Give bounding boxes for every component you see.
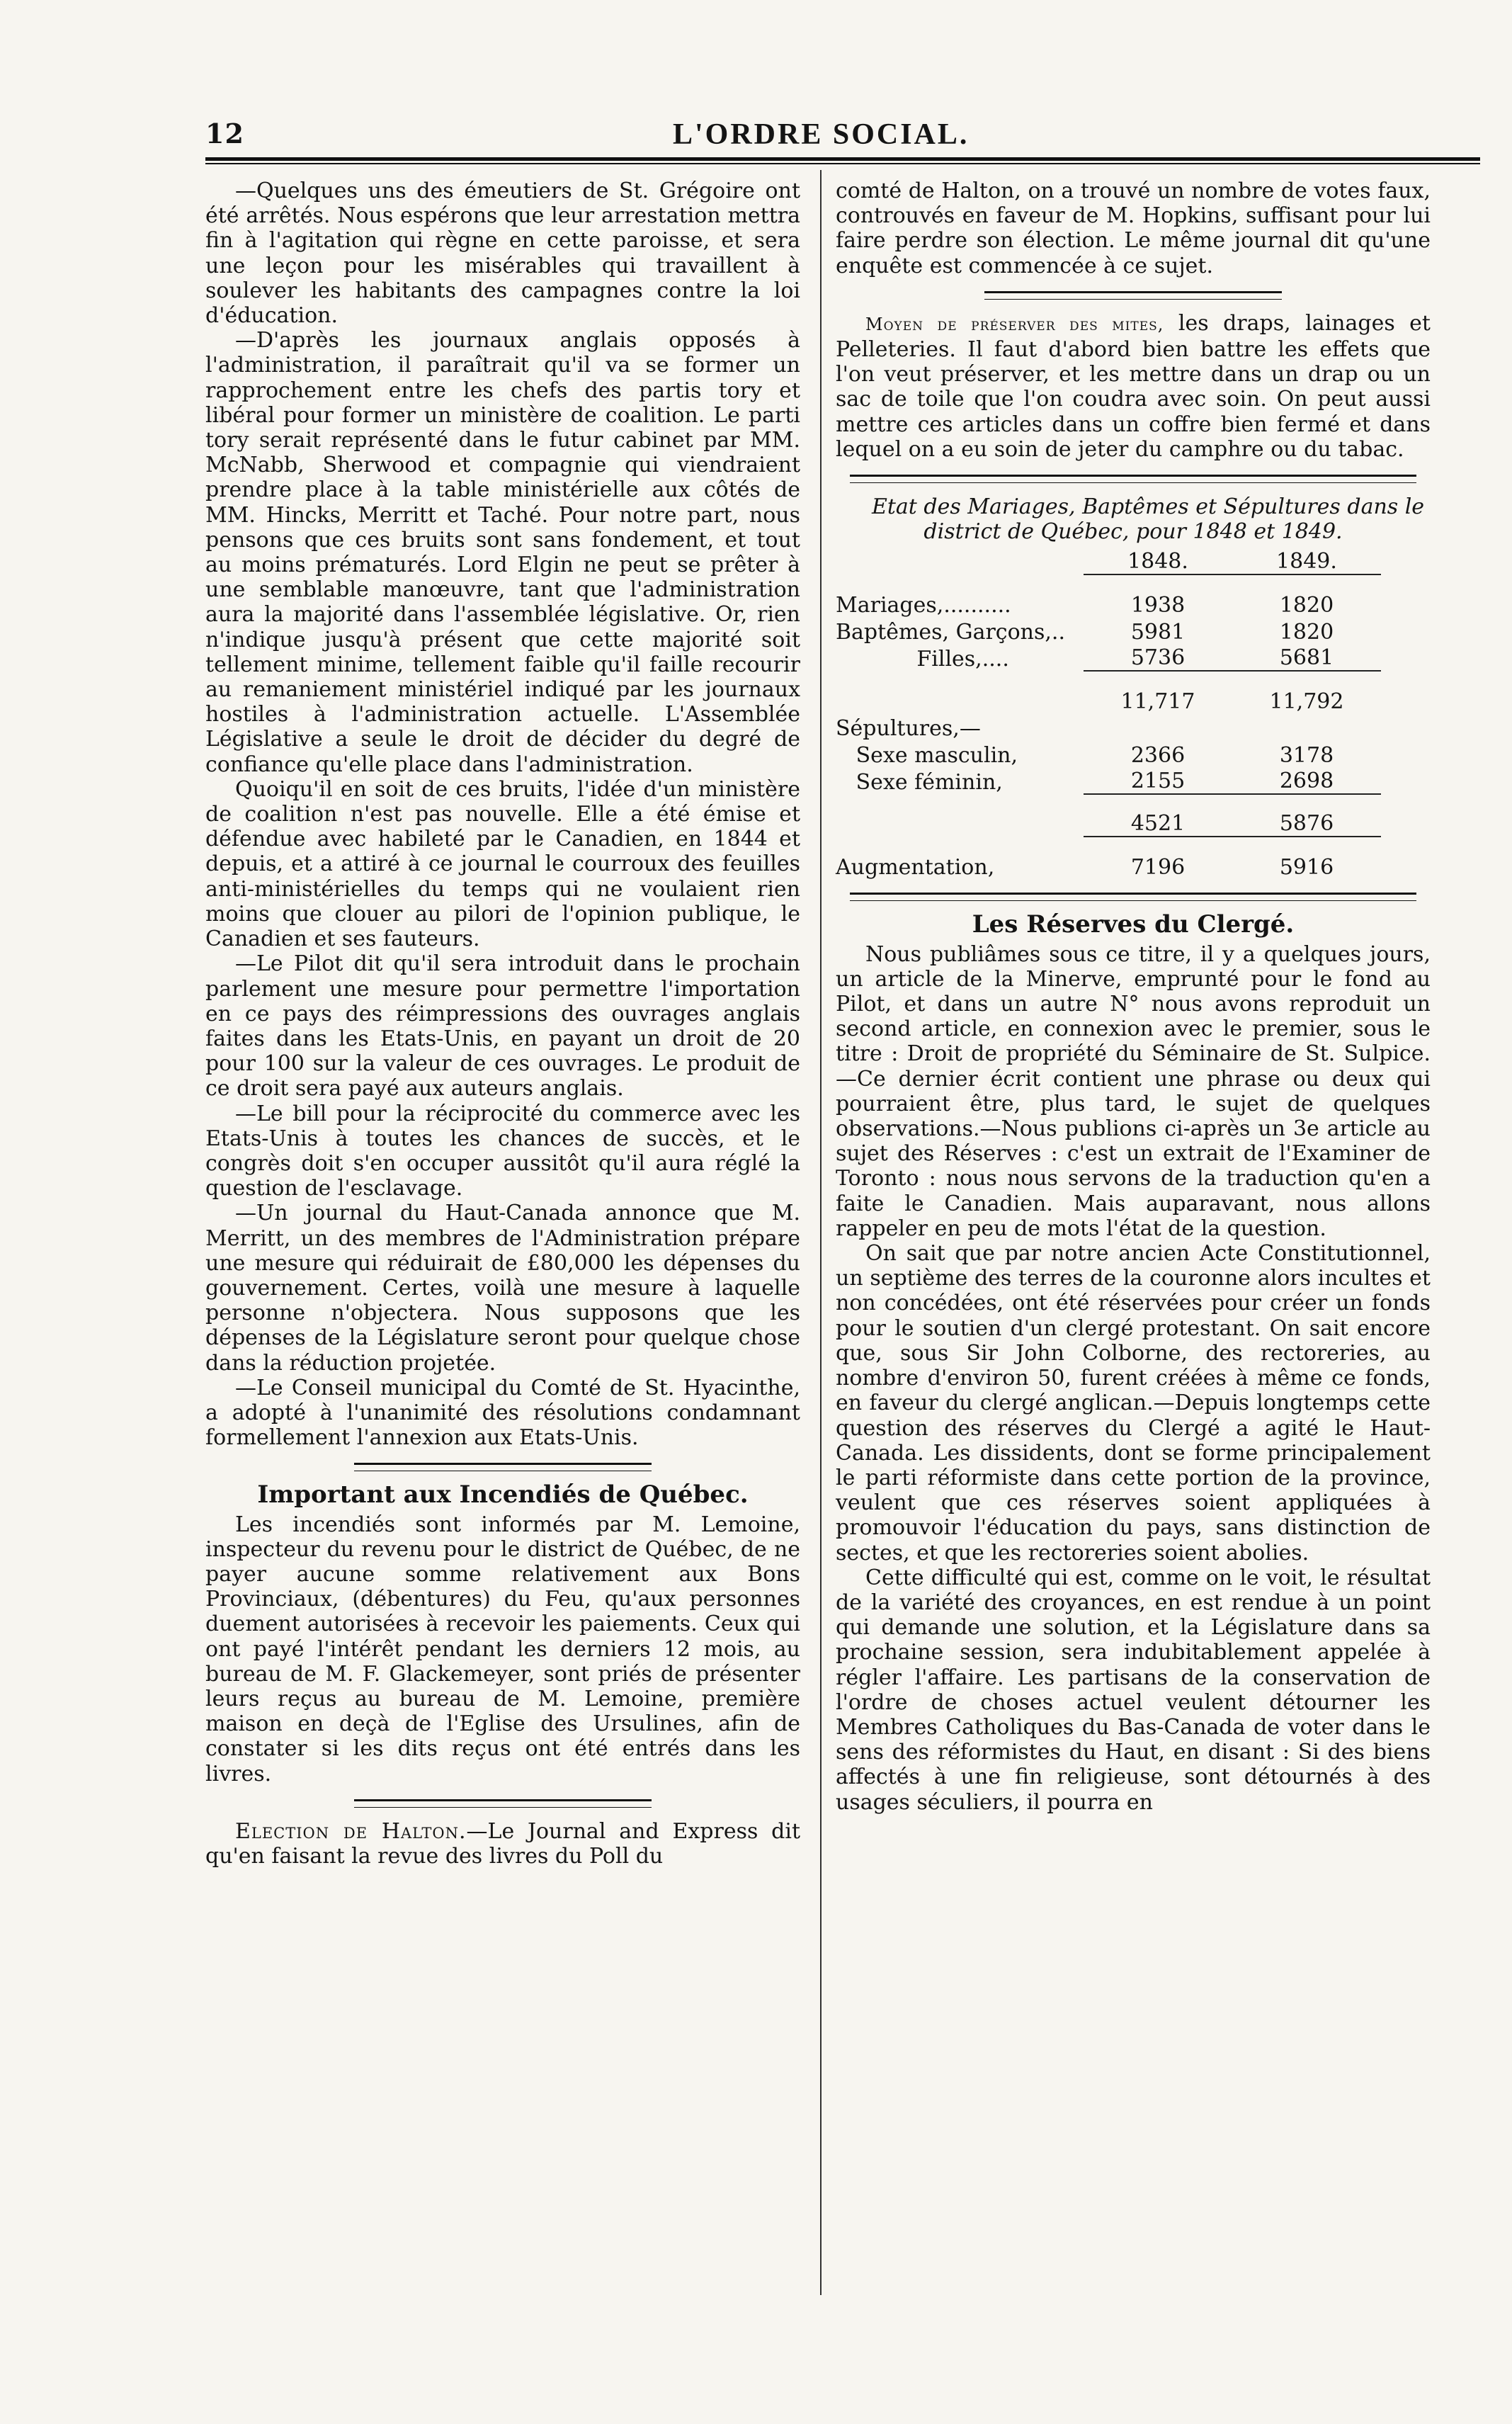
news-paragraph: —Le Pilot dit qu'il sera introduit dans le prochain parlement une mesure pour permettre l'importation en ce pays des réimpressions des ouvrages anglais faites dans les Etats-Unis, en payant un droit de 20 pour 100 sur la valeur de ces ouvrages. Le produit de ce droit sera payé aux auteurs anglais. (205, 951, 800, 1101)
row-label: Sexe féminin, (836, 770, 1003, 795)
incendies-heading: Important aux Incendiés de Québec. (257, 1480, 749, 1510)
news-paragraph: —Le bill pour la réciprocité du commerce avec les Etats-Unis à toutes les chances de succès, et le congrès doit s'en occuper aussitôt qu'il aura réglé la question de l'esclavage. (205, 1101, 800, 1201)
total-1848: 4521 (1084, 811, 1232, 837)
value-1849: 3178 (1279, 743, 1334, 769)
page-number: 12 (205, 118, 244, 149)
value-1848: 7196 (1130, 855, 1186, 880)
stats-table (836, 548, 1431, 880)
stats-row (836, 768, 1431, 795)
halton-text: —Le Journal and Express dit qu'en faisant la revue des livres du Poll du (205, 1818, 800, 1869)
stats-header-row (836, 548, 1431, 575)
news-paragraph: Quoiqu'il en soit de ces bruits, l'idée d'un ministère de coalition n'est pas nouvelle. Elle a été émise et défendue avec habileté par le Canadien, en 1844 et depuis, et a attiré à ce journal le courroux des feuilles anti-ministérielles du temps qui ne voulaient rien moins que clouer au pilori de l'opinion publique, le Canadien et ses fauteurs. (205, 776, 800, 952)
reserves-heading: Les Réserves du Clergé. (972, 910, 1295, 939)
halton-continuation: comté de Halton, on a trouvé un nombre de votes faux, controuvés en faveur de M. Hopkins, suffisant pour lui faire perdre son élection. Le même journal dit qu'une enquête est commencée à ce sujet. (836, 179, 1431, 278)
reserves-paragraph: On sait que par notre ancien Acte Constitutionnel, un septième des terres de la couronne alors incultes et non concédées, ont été réservées pour créer un fonds pour le soutien d'un clergé protestant. On sait encore que, sous Sir John Colborne, des rectoreries, au nombre d'environ 50, furent créées à même ce fonds, en faveur du clergé anglican.—Depuis longtemps cette question des réserves du Clergé a agité le Haut-Canada. Les dissidents, dont se forme principalement le parti réformiste dans cette portion de la province, veulent que ces réserves soient appliquées à promouvoir l'éducation du pays, sans distinction de sectes, et que les rectoreries soient abolies. (836, 1241, 1431, 1565)
total-1849: 5876 (1232, 811, 1381, 837)
news-paragraph: —D'après les journaux anglais opposés à l'administration, il paraîtrait qu'il va se former un rapprochement entre les chefs des partis tory et libéral pour former un ministère de coalition. Le parti tory serait représenté dans le futur cabinet par MM. McNabb, Sherwood et compagnie qui viendraient prendre place à la table ministérielle aux côtés de MM. Hincks, Merritt et Taché. Pour notre part, nous pensons que ces bruits sont sans fondement, et tout au moins prématurés. Lord Elgin ne peut se prêter à une semblable manœuvre, tant que l'administration aura la majorité dans l'assemblée législative. Or, rien n'indique jusqu'à présent que cette majorité soit tellement minime, tellement faible qu'il faille recourir au remaniement ministériel indiqué par les journaux hostiles à l'administration actuelle. L'Assemblée Législative a seule le droit de décider du degré de confiance qu'elle place dans l'administration. (205, 328, 800, 777)
news-paragraph: —Un journal du Haut-Canada annonce que M. Merritt, un des membres de l'Administration prépare une mesure qui réduirait de £80,000 les dépenses du gouvernement. Certes, voilà une mesure à laquelle personne n'objectera. Nous supposons que les dépenses de la Législature seront pour quelque chose dans la réduction projetée. (205, 1201, 800, 1376)
row-label: Mariages,.......... (836, 593, 1011, 618)
value-1849: 1820 (1279, 593, 1334, 618)
value-1848: 1938 (1130, 593, 1186, 618)
header-rule (205, 157, 1480, 164)
halton-lead: Election de Halton. (235, 1818, 467, 1844)
mites-text: les draps, lainages et Pelleteries. Il faut d'abord bien battre les effets que l'on veut préserver, et les mettre dans un drap ou un sac de toile que l'on coudra avec soin. On peut aussi mettre ces articles dans un coffre bien fermé et dans lequel on a eu soin de jeter du camphre ou du tabac. (836, 310, 1431, 462)
value-1849: 1820 (1279, 620, 1334, 645)
left-column (205, 179, 800, 1869)
section-rule (850, 893, 1416, 901)
mites-lead: Moyen de préserver des mites, (865, 314, 1164, 334)
stats-augmentation (836, 853, 1431, 880)
value-1848: 5981 (1130, 620, 1186, 645)
value-1849: 2698 (1232, 769, 1381, 795)
news-paragraph: —Quelques uns des émeutiers de St. Grégoire ont été arrêtés. Nous espérons que leur arrestation mettra fin à l'agitation qui règne en cette paroisse, et sera une leçon pour les misérables qui travaillent à soulever les habitants des campagnes contre la loi d'éducation. (205, 179, 800, 329)
halton-item (205, 1819, 800, 1869)
row-label: Augmentation, (836, 855, 995, 880)
reserves-paragraph: Nous publiâmes sous ce titre, il y a quelques jours, un article de la Minerve, emprunté pour le fond au Pilot, et dans un autre N° nous avons reproduit un second article, en connexion avec le premier, sous le titre : Droit de propriété du Séminaire de St. Sulpice.—Ce dernier écrit contient une phrase ou deux qui pourraient être, plus tard, le sujet de quelques observations.—Nous publions ci-après un 3e article au sujet des Réserves : c'est un extrait de l'Examiner de Toronto : nous nous servons de la traduction qu'en a faite le Canadien. Mais auparavant, nous allons rappeler en peu de mots l'état de la question. (836, 941, 1431, 1241)
stats-title: Etat des Mariages, Baptêmes et Sépultures dans le district de Québec, pour 1848 et 1849. (871, 494, 1425, 545)
section-rule (354, 1799, 652, 1808)
reserves-paragraph: Cette difficulté qui est, comme on le voit, le résultat de la variété des croyances, en est rendue à un point qui demande une solution, et la Législature dans sa prochaine session, sera indubitablement appelée à régler l'affaire. Les partisans de la conservation de l'ordre de choses actuel veulent détourner les Membres Catholiques du Bas-Canada de voter dans le sens des réformistes du Haut, en disant : Si des biens affectés à une fin religieuse, sont détournés à des usages séculiers, il pourra en (836, 1565, 1431, 1815)
year-1848: 1848. (1084, 549, 1232, 575)
total-1849: 11,792 (1269, 689, 1344, 715)
stats-row (836, 618, 1431, 645)
right-column (836, 179, 1431, 1815)
mites-item (836, 311, 1431, 462)
incendies-notice: Les incendiés sont informés par M. Lemoine, inspecteur du revenu pour le district de Québec, de ne payer aucune somme relativement aux Bons Provinciaux, (débentures) du Feu, qu'aux personnes duement autorisées à recevoir les paiements. Ceux qui ont payé l'intérêt pendant les derniers 12 mois, au bureau de M. F. Glackemeyer, sont priés de présenter leurs reçus au bureau de M. Lemoine, première maison en deçà de l'Eglise des Ursulines, afin de constater si les dits reçus ont été entrés dans les livres. (205, 1512, 800, 1786)
value-1849: 5916 (1279, 855, 1334, 880)
section-rule (984, 291, 1282, 300)
column-divider (820, 170, 822, 2295)
stats-row (836, 741, 1431, 768)
row-label: Sexe masculin, (836, 743, 1018, 769)
stats-row (836, 645, 1431, 672)
row-label: Filles,.... (836, 647, 1016, 672)
section-rule (850, 475, 1416, 483)
masthead-title: L'ORDRE SOCIAL. (673, 118, 970, 151)
value-1848: 5736 (1084, 645, 1232, 672)
section-rule (354, 1463, 652, 1471)
stats-total-births (836, 687, 1431, 714)
value-1849: 5681 (1232, 645, 1381, 672)
stats-row (836, 591, 1431, 618)
value-1848: 2366 (1130, 743, 1186, 769)
sepultures-label-row (836, 714, 1431, 741)
value-1848: 2155 (1084, 769, 1232, 795)
year-1849: 1849. (1232, 549, 1381, 575)
sepultures-label: Sépultures,— (836, 716, 981, 742)
news-paragraph: —Le Conseil municipal du Comté de St. Hyacinthe, a adopté à l'unanimité des résolutions condamnant formellement l'annexion aux Etats-Unis. (205, 1375, 800, 1451)
stats-total-deaths (836, 810, 1431, 837)
row-label: Baptêmes, Garçons,.. (836, 620, 1072, 645)
page-header (205, 118, 1402, 160)
total-1848: 11,717 (1120, 689, 1195, 715)
